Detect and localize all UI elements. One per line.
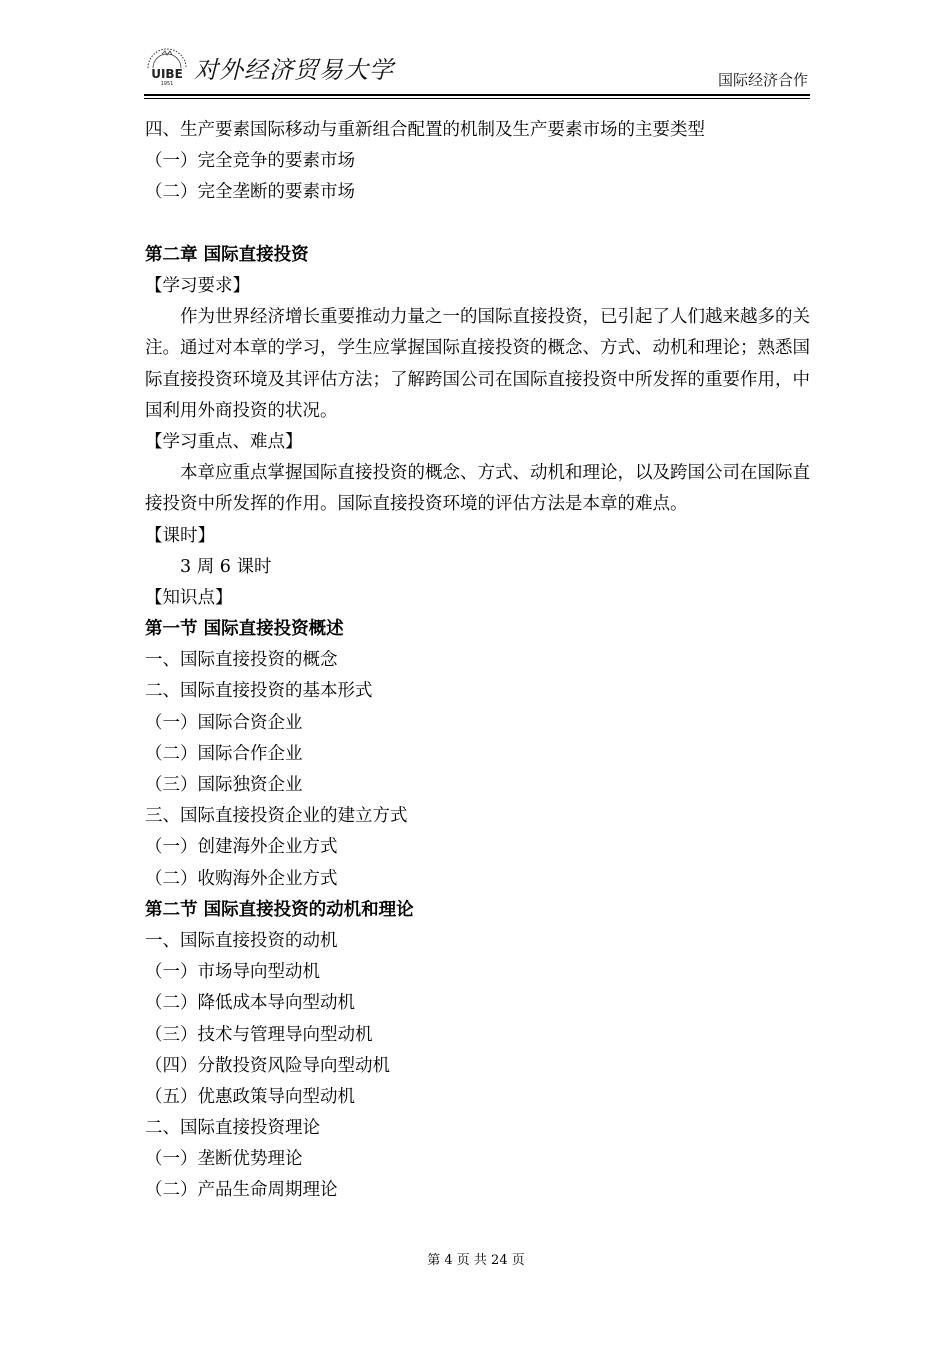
university-logo <box>144 42 190 86</box>
key-points-paragraph: 本章应重点掌握国际直接投资的概念、方式、动机和理论，以及跨国公司在国际直接投资中所发挥的作用。国际直接投资环境的评估方法是本章的难点。 <box>145 463 810 515</box>
svg-text:UIBE: UIBE <box>151 67 183 81</box>
list-item: （一）创建海外企业方式 <box>145 837 338 858</box>
requirements-paragraph: 作为世界经济增长重要推动力量之一的国际直接投资，已引起了人们越来越多的关注。通过对本章的学习，学生应掌握国际直接投资的概念、方式、动机和理论；熟悉国际直接投资环境及其评估方法；了解跨国公司在国际直接投资中所发挥的重要作用，中国利用外商投资的状况。 <box>145 307 810 421</box>
spacer <box>145 209 810 240</box>
page-number: 第 4 页 共 24 页 <box>427 1253 525 1268</box>
section-label: 【学习重点、难点】 <box>145 431 303 452</box>
list-item: （一）市场导向型动机 <box>145 962 320 983</box>
page-header <box>144 38 810 96</box>
section-label: 【知识点】 <box>145 587 233 608</box>
course-title: 国际经济合作 <box>717 71 808 89</box>
list-item: 二、国际直接投资的基本形式 <box>145 681 373 702</box>
list-item: 三、国际直接投资企业的建立方式 <box>145 806 408 827</box>
list-item: （三）技术与管理导向型动机 <box>145 1024 373 1045</box>
hours-text: 3 周 6 课时 <box>180 556 272 577</box>
document-body <box>145 115 810 1207</box>
list-item: （一）完全竞争的要素市场 <box>145 151 355 172</box>
list-item: 一、国际直接投资的概念 <box>145 650 338 671</box>
list-item: （五）优惠政策导向型动机 <box>145 1086 355 1107</box>
university-name: 对外经济贸易大学 <box>194 56 394 84</box>
list-item: 二、国际直接投资理论 <box>145 1118 320 1139</box>
list-item: （二）产品生命周期理论 <box>145 1180 338 1201</box>
section-label: 【学习要求】 <box>145 275 250 296</box>
list-item: （一）国际合资企业 <box>145 712 303 733</box>
list-item: （二）收购海外企业方式 <box>145 868 338 889</box>
list-item: （四）分散投资风险导向型动机 <box>145 1055 390 1076</box>
section-label: 【课时】 <box>145 525 215 546</box>
list-item: （二）降低成本导向型动机 <box>145 993 355 1014</box>
heading-factor-markets: 四、生产要素国际移动与重新组合配置的机制及生产要素市场的主要类型 <box>145 120 705 140</box>
section-title: 第一节 国际直接投资概述 <box>145 619 344 640</box>
list-item: （二）国际合作企业 <box>145 743 303 764</box>
list-item: （一）垄断优势理论 <box>145 1149 303 1170</box>
list-item: （三）国际独资企业 <box>145 775 303 796</box>
list-item: 一、国际直接投资的动机 <box>145 930 338 951</box>
list-item: （二）完全垄断的要素市场 <box>145 182 355 203</box>
section-title: 第二节 国际直接投资的动机和理论 <box>145 899 414 920</box>
svg-text:1951: 1951 <box>160 81 174 86</box>
chapter-title: 第二章 国际直接投资 <box>145 244 309 265</box>
